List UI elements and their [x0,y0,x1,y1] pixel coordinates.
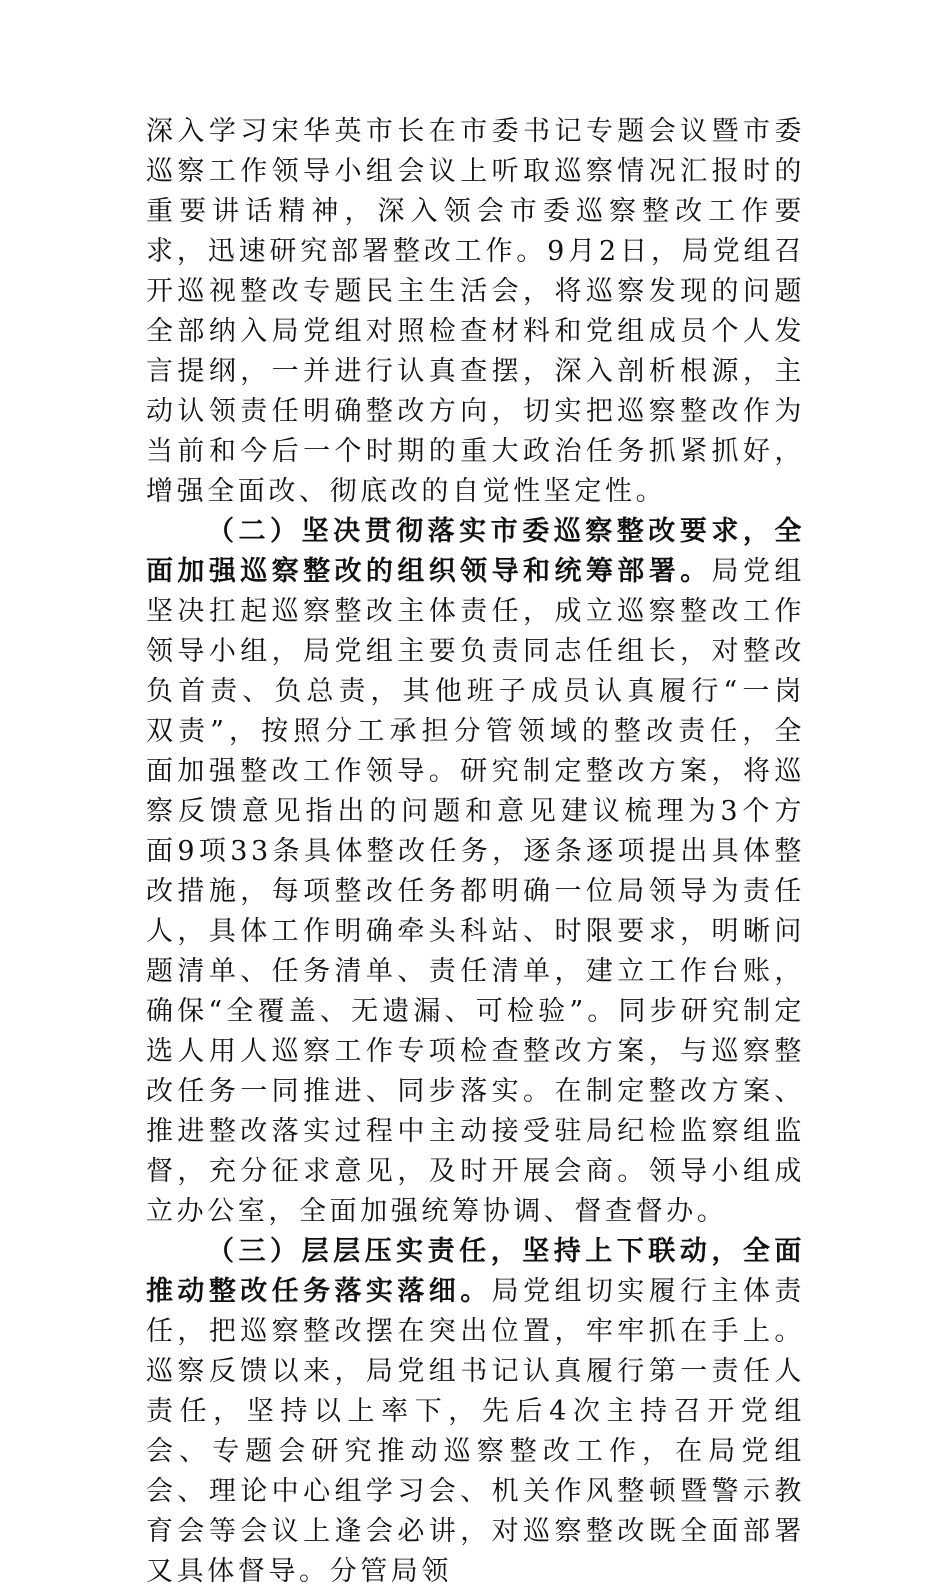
paragraph-3-heading: （三）层层压实责任，坚持上下联动，全面推动整改任务落实落细。 [146,1236,805,1307]
paragraph-2 [146,512,805,1232]
paragraph-3 [146,1232,805,1592]
document-page [146,112,805,1592]
paragraph-3-body: 局党组切实履行主体责任，把巡察整改摆在突出位置，牢牢抓在手上。巡察反馈以来，局党组书记认真履行第一责任人责任，坚持以上率下，先后4次主持召开党组会、专题会研究推动巡察整改工作，在局党组会、理论中心组学习会、机关作风整顿暨警示教育会等会议上逢会必讲，对巡察整改既全面部署又具体督导。分管局领 [146,1276,806,1587]
paragraph-2-heading: （二）坚决贯彻落实市委巡察整改要求，全面加强巡察整改的组织领导和统筹部署。 [146,516,805,587]
paragraph-1 [146,112,805,512]
paragraph-1-body: 深入学习宋华英市长在市委书记专题会议暨市委巡察工作领导小组会议上听取巡察情况汇报时的重要讲话精神，深入领会市委巡察整改工作要求，迅速研究部署整改工作。9月2日，局党组召开巡视整改专题民主生活会，将巡察发现的问题全部纳入局党组对照检查材料和党组成员个人发言提纲，一并进行认真查摆，深入剖析根源，主动认领责任明确整改方向，切实把巡察整改作为当前和今后一个时期的重大政治任务抓紧抓好，增强全面改、彻底改的自觉性坚定性。 [146,116,805,507]
paragraph-2-body: 局党组坚决扛起巡察整改主体责任，成立巡察整改工作领导小组，局党组主要负责同志任组长，对整改负首责、负总责，其他班子成员认真履行“一岗双责”，按照分工承担分管领域的整改责任，全面加强整改工作领导。研究制定整改方案，将巡察反馈意见指出的问题和意见建议梳理为3个方面9项33条具体整改任务，逐条逐项提出具体整改措施，每项整改任务都明确一位局领导为责任人，具体工作明确牵头科站、时限要求，明晰问题清单、任务清单、责任清单，建立工作台账，确保“全覆盖、无遗漏、可检验”。同步研究制定选人用人巡察工作专项检查整改方案，与巡察整改任务一同推进、同步落实。在制定整改方案、推进整改落实过程中主动接受驻局纪检监察组监督，充分征求意见，及时开展会商。领导小组成立办公室，全面加强统筹协调、督查督办。 [146,556,805,1227]
